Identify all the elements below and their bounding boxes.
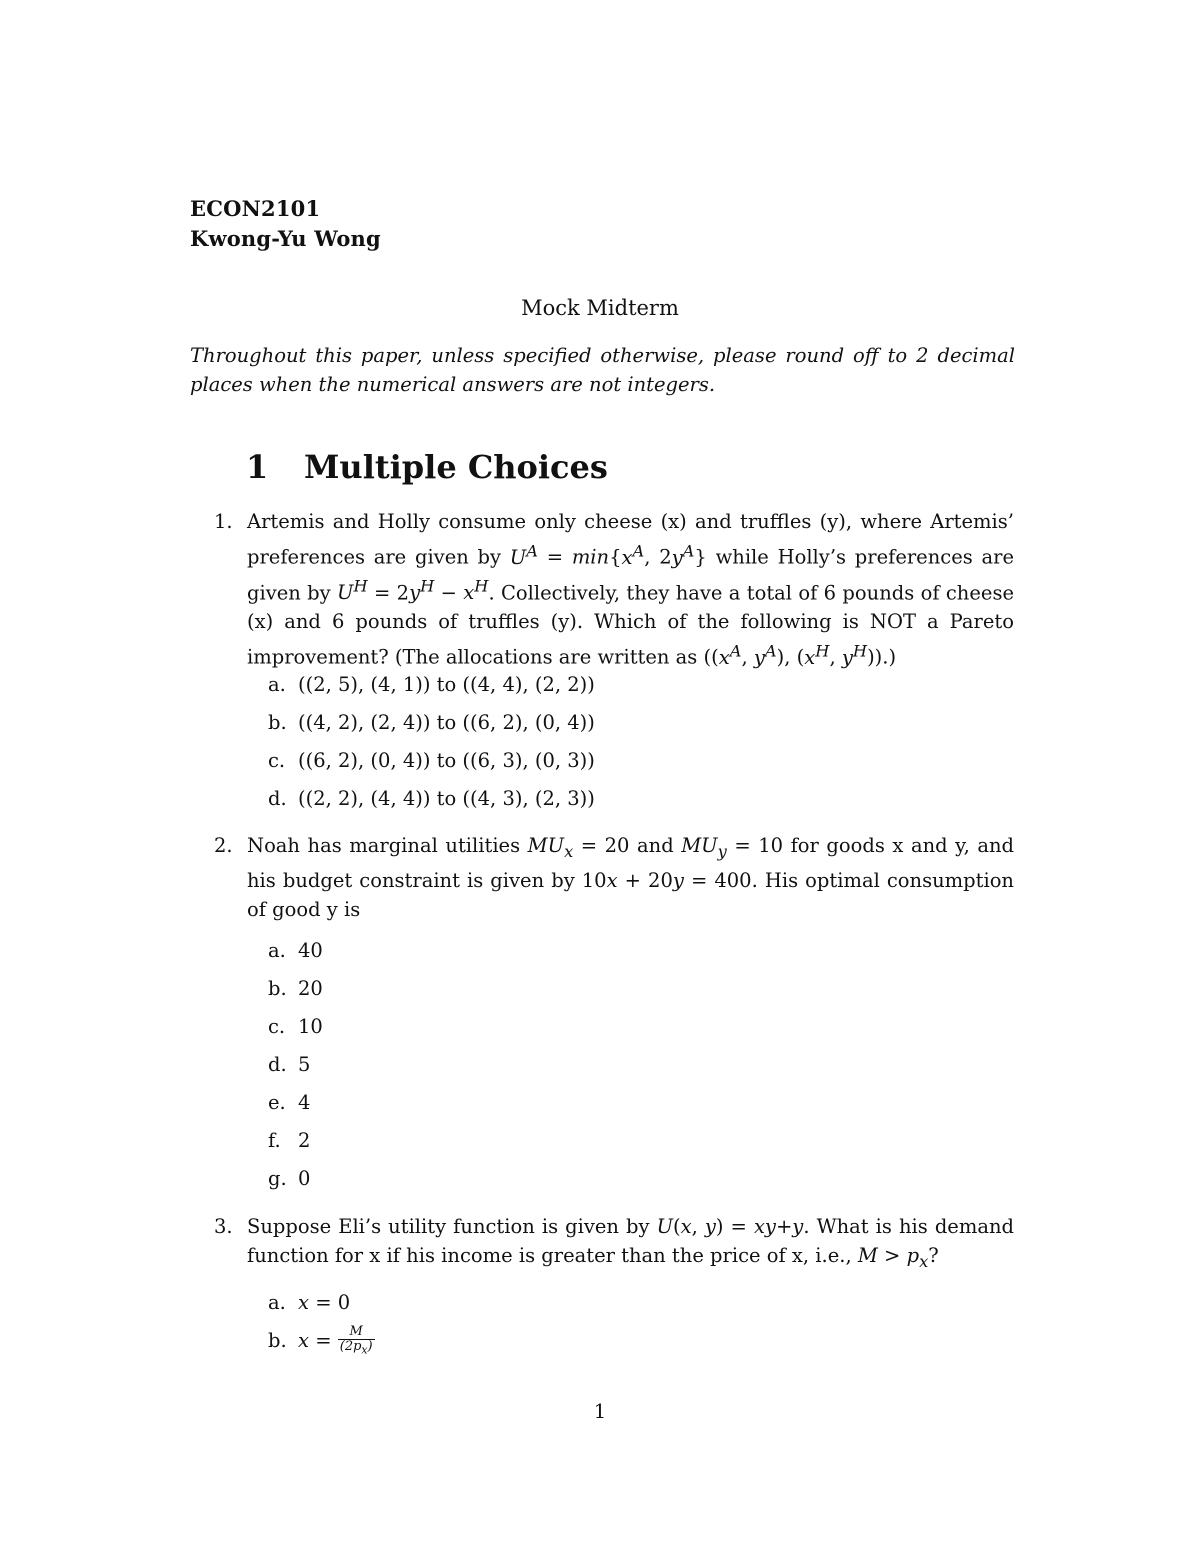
option-label: c. xyxy=(268,749,286,772)
question-2-options xyxy=(268,932,323,1198)
option-label: e. xyxy=(268,1091,286,1114)
option-label: c. xyxy=(268,1015,286,1038)
section-number: 1 xyxy=(246,448,269,486)
option-c xyxy=(268,742,595,780)
question-text: Artemis and Holly consume only cheese (x) and truffles (y), where Artemis’ preferences are given by $U^A = \min\{x^A$, $2y^A$} while Holly’s preferences are given by $U^H = 2y^H - x^H$. Collectively, they have a total of 6 pounds of cheese (x) and 6 pounds of truffles (y). Which of the following is NOT a Pareto improvement? (The allocations are written as (($x^A$, $y^A$), ($x^H$, $y^H$)).) xyxy=(247,510,1014,669)
option-text: 2 xyxy=(298,1129,311,1152)
page-number: 1 xyxy=(593,1400,607,1423)
option-e xyxy=(268,1084,323,1122)
question-1 xyxy=(214,507,1014,672)
option-b xyxy=(268,704,595,742)
instructions-paragraph: Throughout this paper, unless specified otherwise, please round off to 2 decimal places when the numerical answers are not integers. xyxy=(190,344,1015,396)
question-text: Noah has marginal utilities $MU_x = 20$ and $MU_y = 10$ for goods x and y, and his budget constraint is given by 10x + 20y = 400. His optimal consumption of good y is xyxy=(247,834,1014,921)
question-text: Suppose Eli’s utility function is given by U(x, y) = xy+y. What is his demand function for x if his income is greater than the price of x, i.e., $M > p_x$? xyxy=(247,1215,1014,1271)
option-text: 40 xyxy=(298,939,323,962)
option-label: a. xyxy=(268,939,286,962)
course-code: ECON2101 xyxy=(190,196,321,221)
option-label: d. xyxy=(268,1053,287,1076)
option-c xyxy=(268,1008,323,1046)
option-label: b. xyxy=(268,711,287,734)
option-text: 0 xyxy=(298,1167,311,1190)
option-b xyxy=(268,1322,375,1360)
option-label: b. xyxy=(268,1329,287,1352)
document-title: Mock Midterm xyxy=(521,296,679,320)
option-b xyxy=(268,970,323,1008)
option-a xyxy=(268,932,323,970)
option-label: b. xyxy=(268,977,287,1000)
option-g xyxy=(268,1160,323,1198)
option-label: g. xyxy=(268,1167,287,1190)
option-a xyxy=(268,1284,375,1322)
question-number: 3. xyxy=(214,1215,233,1238)
section-title: Multiple Choices xyxy=(304,448,608,486)
author-name: Kwong-Yu Wong xyxy=(190,226,381,251)
option-a xyxy=(268,666,595,704)
option-label: a. xyxy=(268,673,286,696)
question-number: 2. xyxy=(214,834,233,857)
question-2 xyxy=(214,831,1014,924)
option-text: ((2, 2), (4, 4)) to ((4, 3), (2, 3)) xyxy=(298,787,595,810)
option-label: f. xyxy=(268,1129,281,1152)
option-text: x = 0 xyxy=(298,1291,351,1314)
option-text: 10 xyxy=(298,1015,323,1038)
option-d xyxy=(268,1046,323,1084)
question-1-options xyxy=(268,666,595,818)
option-text: 5 xyxy=(298,1053,311,1076)
question-number: 1. xyxy=(214,510,233,533)
option-text: ((6, 2), (0, 4)) to ((6, 3), (0, 3)) xyxy=(298,749,595,772)
option-text: x = $\frac{M}{(2p_x)}$ xyxy=(298,1324,373,1357)
section-heading xyxy=(246,448,608,486)
question-3-options xyxy=(268,1284,375,1360)
option-text: 4 xyxy=(298,1091,311,1114)
option-text: ((4, 2), (2, 4)) to ((6, 2), (0, 4)) xyxy=(298,711,595,734)
option-text: ((2, 5), (4, 1)) to ((4, 4), (2, 2)) xyxy=(298,673,595,696)
option-label: d. xyxy=(268,787,287,810)
option-f xyxy=(268,1122,323,1160)
option-text: 20 xyxy=(298,977,323,1000)
option-d xyxy=(268,780,595,818)
question-3 xyxy=(214,1212,1014,1276)
option-label: a. xyxy=(268,1291,286,1314)
